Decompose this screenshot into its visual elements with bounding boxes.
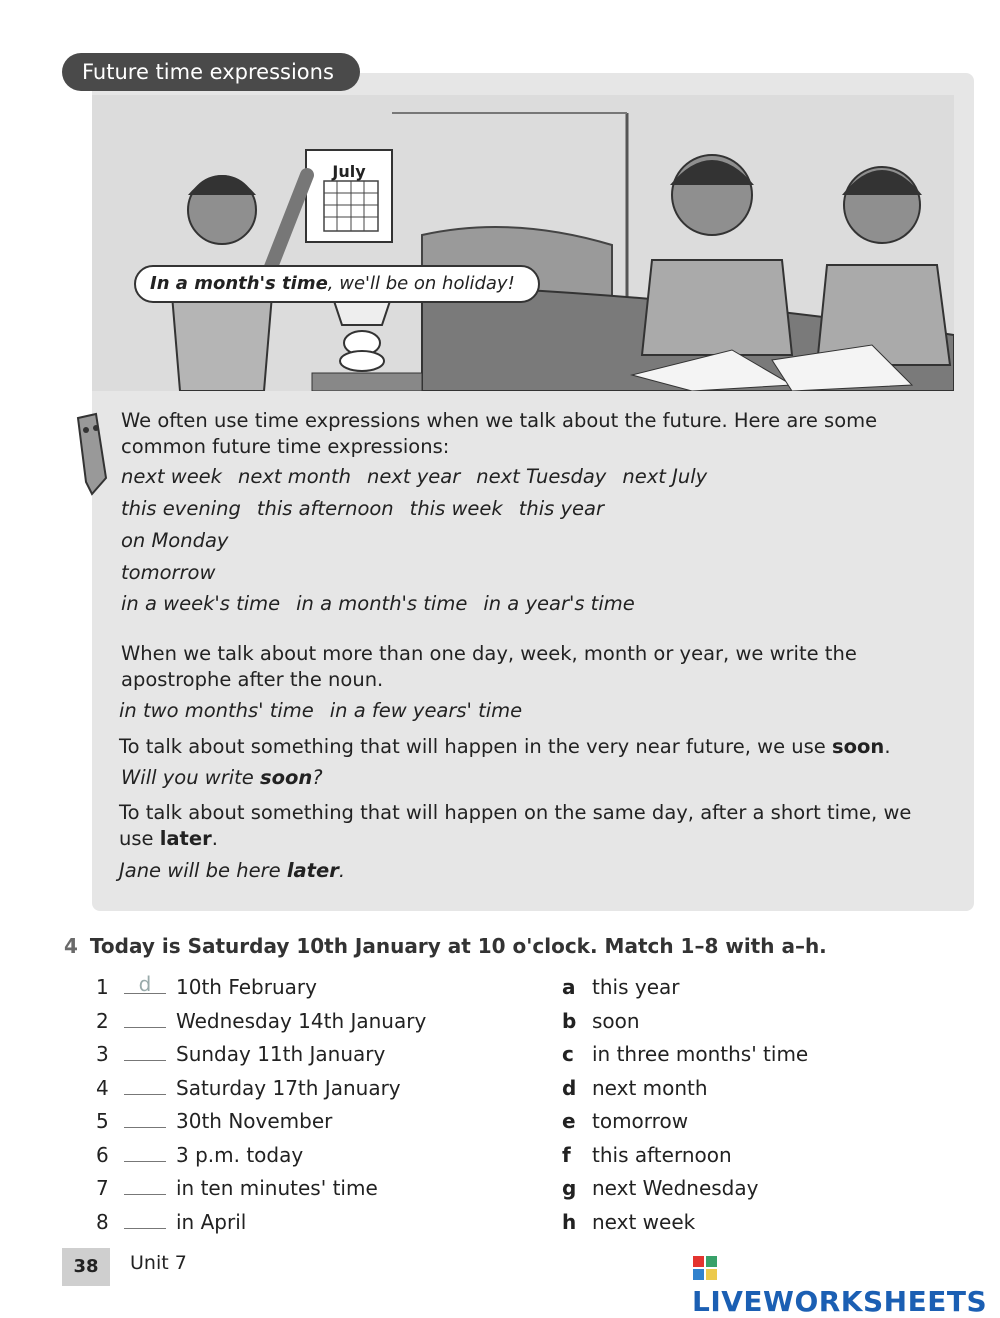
items-column: 1 d 10th February 2 Wednesday 14th January 3 Sunday 11th January 4 Saturday 17th January 5 30th November 6 3 p.m. today 7 in ten minutes' time 8 in April [96,972,427,1234]
grammar-intro: We often use time expressions when we talk about the future. Here are some common future time expressions: [121,409,878,458]
answer-input-6[interactable] [124,1143,166,1162]
speech-rest: , we'll be on holiday! [327,273,515,294]
plural-examples: in two months' time in a few years' time [119,699,523,722]
expressions-line1: next week next month next year next Tuesday next July [121,465,708,488]
brand-text: LIVEWORKSHEETS [692,1285,988,1318]
exercise-heading: 4 Today is Saturday 10th January at 10 o'clock. Match 1–8 with a–h. [64,934,827,958]
answer-input-2[interactable] [124,1009,166,1028]
section-title: Future time expressions [62,53,360,91]
pencil-icon [72,408,112,498]
later-example: Jane will be here later. [119,859,346,882]
calendar-month: July [332,162,366,181]
answer-input-7[interactable] [124,1176,166,1195]
plural-note: When we talk about more than one day, week, month or year, we write the apostrophe after the noun. [121,642,857,691]
liveworksheets-icon [692,1255,718,1281]
soon-rule: To talk about something that will happen in the very near future, we use soon. [119,735,891,758]
brand-logo[interactable] [692,1252,1000,1318]
later-rule: To talk about something that will happen on the same day, after a short time, we use later. [119,801,912,850]
options-column: a this year b soon c in three months' time d next month e tomorrow f this afternoon g next Wednesday h next week [562,975,809,1234]
expressions-line5: in a week's time in a month's time in a year's time [121,592,635,615]
expressions-line2: this evening this afternoon this week this year [121,497,604,520]
answer-input-8[interactable] [124,1210,166,1229]
soon-example: Will you write soon? [121,766,323,789]
calendar [306,150,392,242]
answer-input-4[interactable] [124,1076,166,1095]
answer-input-3[interactable] [124,1042,166,1061]
speech-bold: In a month's time [150,273,328,294]
speech-bubble [134,265,540,303]
page-number: 38 [62,1248,110,1286]
answer-input-1[interactable]: d [124,975,166,994]
illustration [92,95,954,391]
unit-label: Unit 7 [130,1252,187,1274]
expressions-line3: on Monday [121,529,229,552]
answer-input-5[interactable] [124,1109,166,1128]
expressions-line4: tomorrow [121,561,216,584]
